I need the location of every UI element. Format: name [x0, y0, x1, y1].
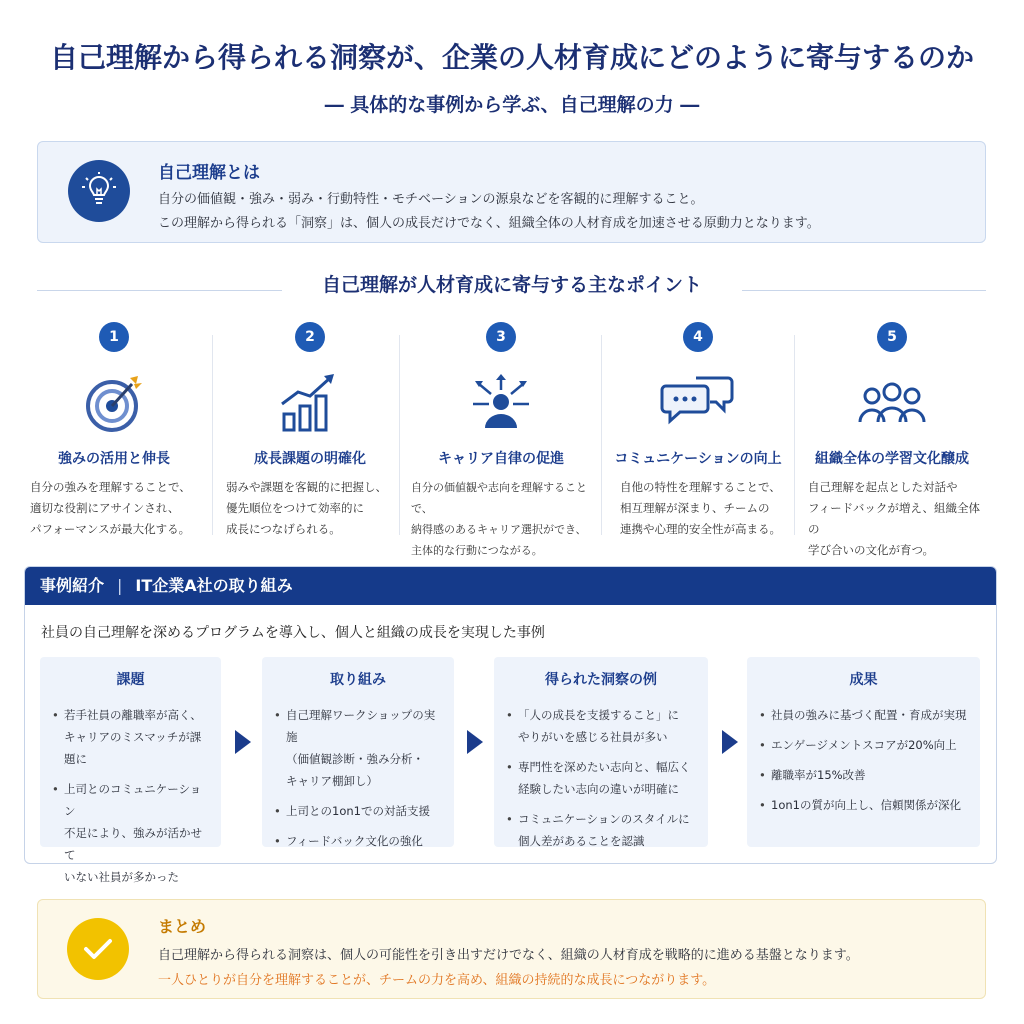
case-study-panel: [24, 566, 997, 884]
card-title: 得られた洞察の例: [545, 672, 657, 688]
page-title: 自己理解から得られる洞察が、企業の人材育成にどのように寄与するのか: [49, 41, 974, 74]
point-divider: [399, 335, 400, 535]
point-5: [794, 320, 990, 557]
point-title: 強みの活用と伸長: [58, 451, 170, 467]
summary-heading: まとめ: [158, 917, 207, 936]
card-results: [747, 657, 980, 847]
card-list: [40, 704, 221, 888]
list-item: • フィードバック文化の強化: [274, 830, 444, 852]
points-heading: 自己理解が人材育成に寄与する主なポイント: [321, 274, 702, 296]
page-subtitle: ― 具体的な事例から学ぶ、自己理解の力 ―: [324, 94, 700, 116]
card-title: 課題: [116, 672, 145, 688]
header-separator: |: [117, 576, 123, 595]
card-title: 成果: [849, 672, 878, 688]
point-number: 5: [877, 322, 907, 352]
list-item: • 上司との1on1での対話支援: [274, 800, 444, 822]
point-title: キャリア自律の促進: [438, 451, 564, 467]
point-title: コミュニケーションの向上: [614, 451, 782, 467]
summary-line-2: 一人ひとりが自分を理解することが、チームの力を高め、組織の持続的な成長につながります。: [158, 973, 716, 988]
point-description: 自己理解を起点とした対話や フィードバックが増え、組織全体の 学び合いの文化が育つ。: [808, 480, 981, 557]
list-item: • 上司とのコミュニケーション 不足により、強みが活かせて いない社員が多かった: [52, 778, 211, 888]
card-list: [262, 704, 454, 852]
list-item: • 若手社員の離職率が高く、 キャリアのミスマッチが課題に: [52, 704, 211, 770]
arrow-right-icon: [235, 730, 251, 754]
point-title: 組織全体の学習文化醸成: [815, 451, 969, 467]
chat-bubbles-icon: [660, 372, 736, 434]
case-study-label: 事例紹介: [40, 576, 105, 595]
arrow-right-icon: [467, 730, 483, 754]
point-2: [212, 320, 408, 535]
divider-right: [742, 290, 986, 291]
list-item: • 社員の強みに基づく配置・育成が実現: [759, 704, 970, 726]
card-list: [747, 704, 980, 816]
list-item: • エンゲージメントスコアが20%向上: [759, 734, 970, 756]
case-study-lead: 社員の自己理解を深めるプログラムを導入し、個人と組織の成長を実現した事例: [41, 625, 545, 641]
point-description: 自他の特性を理解することで、 相互理解が深まり、チームの 連携や心理的安全性が高まる。: [620, 480, 781, 536]
point-3: [403, 320, 599, 557]
card-title: 取り組み: [330, 672, 386, 688]
point-4: [600, 320, 796, 535]
intro-line-2: この理解から得られる「洞察」は、個人の成長だけでなく、組織全体の人材育成を加速させる原動力となります。: [158, 216, 820, 231]
list-item: • 1on1の質が向上し、信頼関係が深化: [759, 794, 970, 816]
point-number: 4: [683, 322, 713, 352]
summary-line-1: 自己理解から得られる洞察は、個人の可能性を引き出すだけでなく、組織の人材育成を戦略的に進める基盤となります。: [158, 948, 859, 963]
list-item: • 専門性を深めたい志向と、幅広く 経験したい志向の違いが明確に: [506, 756, 698, 800]
point-number: 2: [295, 322, 325, 352]
intro-box: [37, 141, 986, 243]
arrow-right-icon: [722, 730, 738, 754]
career-direction-icon: [463, 372, 539, 434]
point-title: 成長課題の明確化: [254, 451, 366, 467]
lightbulb-icon: [68, 160, 130, 222]
summary-box: [37, 899, 986, 999]
point-1: [16, 320, 212, 535]
card-insights: [494, 657, 708, 847]
point-number: 1: [99, 322, 129, 352]
card-issue: [40, 657, 221, 884]
case-study-header: [25, 567, 996, 605]
intro-heading: 自己理解とは: [158, 163, 260, 183]
list-item: • 自己理解ワークショップの実施 （価値観診断・強み分析・ キャリア棚卸し）: [274, 704, 444, 792]
list-item: • 離職率が15%改善: [759, 764, 970, 786]
list-item: • 「人の成長を支援すること」に やりがいを感じる社員が多い: [506, 704, 698, 748]
point-description: 自分の価値観や志向を理解することで、 納得感のあるキャリア選択ができ、 主体的な行動につながる。: [411, 481, 587, 557]
growth-chart-icon: [272, 372, 348, 434]
case-study-company: IT企業A社の取り組み: [135, 576, 293, 595]
point-description: 弱みや課題を客観的に把握し、 優先順位をつけて効率的に 成長につなげられる。: [226, 480, 387, 536]
point-description: 自分の強みを理解することで、 適切な役割にアサインされ、 パフォーマンスが最大化する。: [30, 480, 191, 536]
list-item: • コミュニケーションのスタイルに 個人差があることを認識: [506, 808, 698, 852]
card-initiative: [262, 657, 454, 847]
point-number: 3: [486, 322, 516, 352]
target-icon: [76, 372, 152, 434]
check-circle-icon: [67, 918, 129, 980]
team-icon: [854, 372, 930, 434]
card-list: [494, 704, 708, 852]
intro-line-1: 自分の価値観・強み・弱み・行動特性・モチベーションの源泉などを客観的に理解すること。: [158, 192, 704, 207]
